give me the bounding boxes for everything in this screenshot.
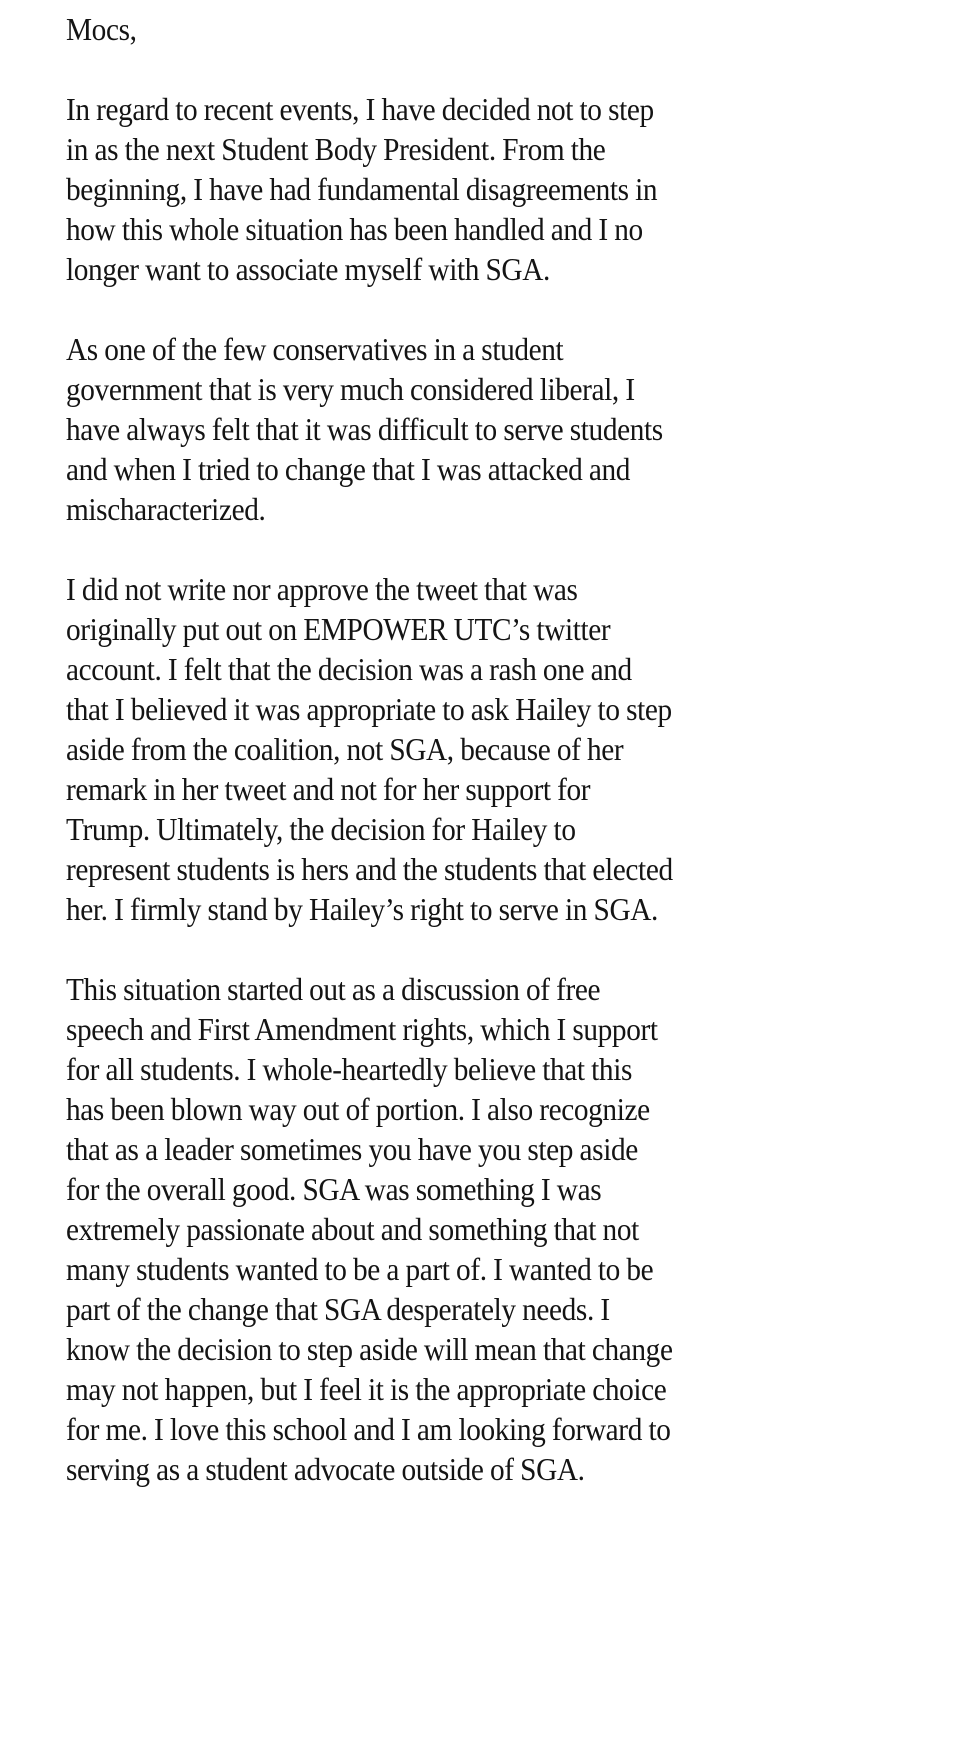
paragraph-line: may not happen, but I feel it is the appropriate choice (66, 1372, 667, 1407)
paragraph-line: Trump. Ultimately, the decision for Hailey to (66, 812, 576, 847)
paragraph-line: government that is very much considered liberal, I (66, 372, 635, 407)
paragraph-line: in as the next Student Body President. From the (66, 132, 606, 167)
paragraph-line: longer want to associate myself with SGA. (66, 252, 550, 287)
paragraph-line: for the overall good. SGA was something I was (66, 1172, 602, 1207)
paragraph-line: has been blown way out of portion. I also recognize (66, 1092, 650, 1127)
paragraph-line: aside from the coalition, not SGA, because of her (66, 732, 624, 767)
paragraph-line: that I believed it was appropriate to ask Hailey to step (66, 692, 672, 727)
paragraph-line: mischaracterized. (66, 492, 266, 527)
paragraph-line: In regard to recent events, I have decided not to step (66, 92, 654, 127)
paragraph-free-speech (66, 970, 946, 1490)
paragraph-conservative (66, 330, 946, 530)
paragraph-tweet (66, 570, 946, 930)
paragraph-line: for all students. I whole-heartedly believe that this (66, 1052, 633, 1087)
paragraph-resignation (66, 90, 946, 290)
paragraph-line: for me. I love this school and I am looking forward to (66, 1412, 671, 1447)
paragraph-line: many students wanted to be a part of. I wanted to be (66, 1252, 654, 1287)
paragraph-line: speech and First Amendment rights, which I support (66, 1012, 658, 1047)
paragraph-line: I did not write nor approve the tweet that was (66, 572, 578, 607)
paragraph-line: know the decision to step aside will mean that change (66, 1332, 673, 1367)
paragraph-line: remark in her tweet and not for her support for (66, 772, 591, 807)
paragraph-line: her. I firmly stand by Hailey’s right to serve in SGA. (66, 892, 658, 927)
paragraph-line: This situation started out as a discussion of free (66, 972, 601, 1007)
paragraph-line: have always felt that it was difficult to serve students (66, 412, 663, 447)
paragraph-line: As one of the few conservatives in a student (66, 332, 564, 367)
paragraph-line: originally put out on EMPOWER UTC’s twitter (66, 612, 611, 647)
paragraph-line: serving as a student advocate outside of SGA. (66, 1452, 585, 1487)
paragraph-line: beginning, I have had fundamental disagreements in (66, 172, 658, 207)
paragraph-line: represent students is hers and the students that elected (66, 852, 673, 887)
letter-body (66, 10, 946, 1530)
paragraph-line: extremely passionate about and something that not (66, 1212, 639, 1247)
salutation-text: Mocs, (66, 12, 137, 47)
paragraph-line: how this whole situation has been handled and I no (66, 212, 643, 247)
paragraph-line: and when I tried to change that I was attacked and (66, 452, 631, 487)
paragraph-line: account. I felt that the decision was a rash one and (66, 652, 632, 687)
paragraph-line: part of the change that SGA desperately needs. I (66, 1292, 610, 1327)
salutation (66, 10, 946, 50)
paragraph-line: that as a leader sometimes you have you step aside (66, 1132, 638, 1167)
